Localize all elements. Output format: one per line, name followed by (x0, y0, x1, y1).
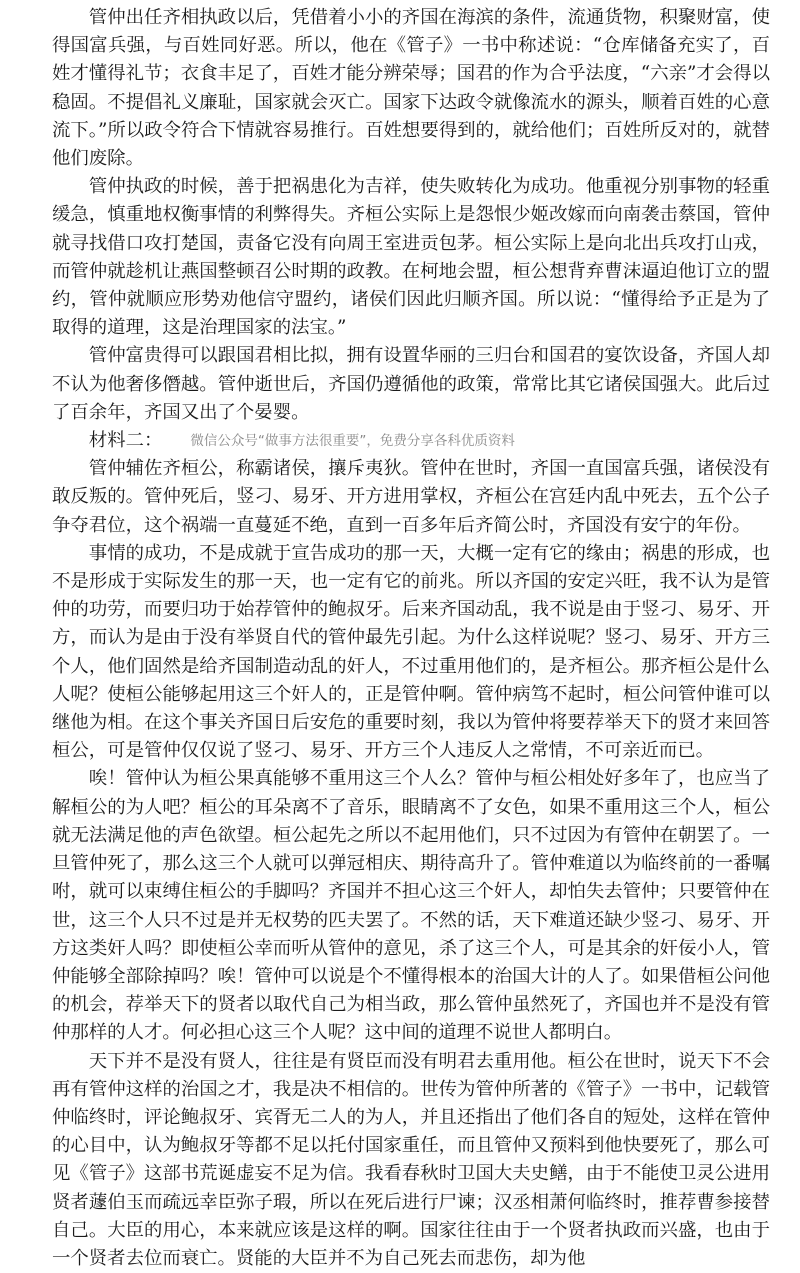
section-heading-row (52, 427, 770, 455)
document-page (52, 4, 770, 1273)
paragraph: 管仲富贵得可以跟国君相比拟，拥有设置华丽的三归台和国君的宴饮设备，齐国人却不认为他奢侈僭越。管仲逝世后，齐国仍遵循他的政策，常常比其它诸侯国强大。此后过了百余年，齐国又出了个晏婴。 (52, 345, 770, 423)
paragraph: 天下并不是没有贤人，往往是有贤臣而没有明君去重用他。桓公在世时，说天下不会再有管仲这样的治国之才，我是决不相信的。世传为管仲所著的《管子》一书中，记载管仲临终时，评论鲍叔牙、宾胥无二人的为人，并且还指出了他们各自的短处，这样在管仲的心目中，认为鲍叔牙等都不足以托付国家重任，而且管仲又预料到他快要死了，那么可见《管子》这部书荒诞虚妄不足为信。我看春秋时卫国大夫史鳝，由于不能使卫灵公进用贤者蘧伯玉而疏远幸臣弥子瑕，所以在死后进行尸谏；汉丞相萧何临终时，推荐曹参接替自己。大臣的用心，本来就应该是这样的啊。国家往往由于一个贤者执政而兴盛，也由于一个贤者去位而衰亡。贤能的大臣并不为自己死去而悲伤，却为他 (52, 1050, 770, 1269)
paragraph: 唉！管仲认为桓公果真能够不重用这三个人么？管仲与桓公相处好多年了，也应当了解桓公的为人吧？桓公的耳朵离不了音乐，眼睛离不了女色，如果不重用这三个人，桓公就无法满足他的声色欲望。桓公起先之所以不起用他们，只不过因为有管仲在朝罢了。一旦管仲死了，那么这三个人就可以弹冠相庆、期待高升了。管仲难道以为临终前的一番嘱咐，就可以束缚住桓公的手脚吗？齐国并不担心这三个奸人，却怕失去管仲；只要管仲在世，这三个人只不过是并无权势的匹夫罢了。不然的话，天下难道还缺少竖刁、易牙、开方这类奸人吗？即使桓公幸而听从管仲的意见，杀了这三个人，可是其余的奸佞小人，管仲能够全部除掉吗？唉！管仲可以说是个不懂得根本的治国大计的人了。如果借桓公问他的机会，荐举天下的贤者以取代自己为相当政，那么管仲虽然死了，齐国也并不是没有管仲那样的人才。何必担心这三个人呢？这中间的道理不说世人都明白。 (52, 768, 770, 1044)
paragraph: 管仲出任齐相执政以后，凭借着小小的齐国在海滨的条件，流通货物，积聚财富，使得国富兵强，与百姓同好恶。所以，他在《管子》一书中称述说：“仓库储备充实了，百姓才懂得礼节；衣食丰足了，百姓才能分辨荣辱；国君的作为合乎法度，“六亲”才会得以稳固。不提倡礼义廉耻，国家就会灭亡。国家下达政令就像流水的源头，顺着百姓的心意流下。”所以政令符合下情就容易推行。百姓想要得到的，就给他们；百姓所反对的，就替他们废除。 (52, 7, 770, 170)
paragraph: 事情的成功，不是成就于宣告成功的那一天，大概一定有它的缘由；祸患的形成，也不是形成于实际发生的那一天，也一定有它的前兆。所以齐国的安定兴旺，我不认为是管仲的功劳，而要归功于始荐管仲的鲍叔牙。后来齐国动乱，我不说是由于竖刁、易牙、开方，而认为是由于没有举贤自代的管仲最先引起。为什么这样说呢？竖刁、易牙、开方三个人，他们固然是给齐国制造动乱的奸人，不过重用他们的，是齐桓公。那齐桓公是什么人呢？使桓公能够起用这三个奸人的，正是管仲啊。管仲病笃不起时，桓公问管仲谁可以继他为相。在这个事关齐国日后安危的重要时刻，我以为管仲将要荐举天下的贤才来回答桓公，可是管仲仅仅说了竖刁、易牙、开方三个人违反人之常情，不可亲近而已。 (52, 542, 770, 762)
paragraph: 管仲执政的时候，善于把祸患化为吉祥，使失败转化为成功。他重视分别事物的轻重缓急，慎重地权衡事情的利弊得失。齐桓公实际上是怨恨少姬改嫁而向南袭击蔡国，管仲就寻找借口攻打楚国，责备它没有向周王室进贡包茅。桓公实际上是向北出兵攻打山戎，而管仲就趁机让燕国整顿召公时期的政教。在柯地会盟，桓公想背弃曹沫逼迫他订立的盟约，管仲就顺应形势劝他信守盟约，诸侯们因此归顺齐国。所以说：“懂得给予正是为了取得的道理，这是治理国家的法宝。” (52, 176, 770, 339)
wechat-notice: 微信公众号“做事方法很重要”，免费分享各科优质资料 (190, 433, 515, 450)
paragraph: 管仲辅佐齐桓公，称霸诸侯，攘斥夷狄。管仲在世时，齐国一直国富兵强，诸侯没有敢反叛的。管仲死后，竖刁、易牙、开方进用掌权，齐桓公在宫廷内乱中死去，五个公子争夺君位，这个祸端一直蔓延不绝，直到一百多年后齐简公时，齐国没有安宁的年份。 (52, 458, 770, 536)
section-heading: 材料二： (88, 430, 163, 452)
